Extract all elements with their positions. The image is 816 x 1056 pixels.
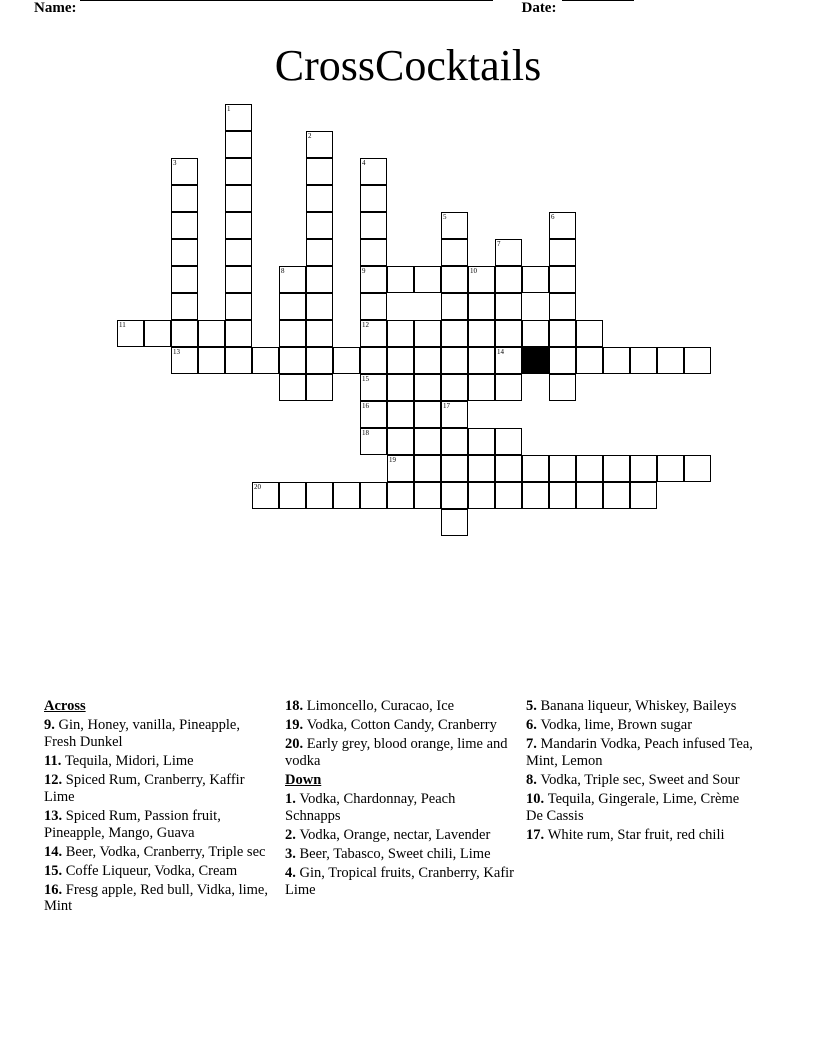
grid-cell-numbered-18[interactable] [360, 428, 387, 455]
clue-item [44, 753, 273, 770]
grid-cell-number: 7 [497, 240, 501, 248]
clue-item [285, 846, 514, 863]
grid-cell[interactable] [306, 212, 333, 239]
grid-cell[interactable] [306, 239, 333, 266]
grid-cell[interactable] [441, 455, 468, 482]
grid-cell[interactable] [225, 320, 252, 347]
grid-cell-numbered-11[interactable] [117, 320, 144, 347]
grid-cell[interactable] [306, 185, 333, 212]
clue-number: 8. [526, 771, 541, 788]
clue-text: Beer, Vodka, Cranberry, Triple sec [65, 843, 266, 860]
grid-cell-numbered-12[interactable] [360, 320, 387, 347]
grid-cell-number: 17 [443, 402, 450, 410]
grid-cell[interactable] [279, 320, 306, 347]
clue-number: 18. [285, 698, 307, 714]
grid-cell[interactable] [603, 482, 630, 509]
grid-cell[interactable] [387, 428, 414, 455]
grid-cell[interactable] [441, 239, 468, 266]
grid-cell-numbered-6[interactable] [549, 212, 576, 239]
grid-cell[interactable] [387, 401, 414, 428]
clue-item [44, 772, 273, 806]
grid-cell[interactable] [657, 455, 684, 482]
grid-cell-number: 5 [443, 213, 447, 221]
clue-text: Spiced Rum, Passion fruit, Pineapple, Mango, Guava [44, 807, 221, 841]
grid-cell[interactable] [468, 347, 495, 374]
grid-cell-numbered-5[interactable] [441, 212, 468, 239]
grid-cell[interactable] [441, 347, 468, 374]
clue-column-2 [285, 698, 526, 978]
clue-text: White rum, Star fruit, red chili [547, 826, 725, 843]
clue-item [44, 844, 273, 861]
clue-number: 7. [526, 735, 541, 752]
clue-text: Vodka, lime, Brown sugar [540, 716, 693, 733]
grid-cell-number: 4 [362, 159, 366, 167]
grid-cell-number: 19 [389, 456, 396, 464]
grid-cell[interactable] [468, 428, 495, 455]
clue-text: Spiced Rum, Cranberry, Kaffir Lime [44, 771, 245, 805]
grid-cell[interactable] [630, 482, 657, 509]
grid-cell[interactable] [468, 482, 495, 509]
clue-text: Vodka, Orange, nectar, Lavender [299, 826, 491, 843]
grid-cell-number: 6 [551, 213, 555, 221]
grid-cell-numbered-20[interactable] [252, 482, 279, 509]
clue-text: Gin, Honey, vanilla, Pineapple, Fresh Dunkel [44, 716, 240, 750]
grid-cell-numbered-8[interactable] [279, 266, 306, 293]
grid-cell[interactable] [441, 266, 468, 293]
grid-cell[interactable] [576, 320, 603, 347]
grid-cell-numbered-4[interactable] [360, 158, 387, 185]
grid-cell[interactable] [387, 482, 414, 509]
grid-cell[interactable] [360, 185, 387, 212]
name-label: Name: [34, 0, 77, 16]
clue-number: 14. [44, 843, 66, 860]
clue-item [526, 791, 755, 825]
grid-cell[interactable] [414, 482, 441, 509]
grid-cell[interactable] [522, 266, 549, 293]
grid-cell-number: 20 [254, 483, 261, 491]
grid-cell[interactable] [306, 374, 333, 401]
grid-cell[interactable] [306, 266, 333, 293]
grid-cell[interactable] [225, 158, 252, 185]
clue-text: Early grey, blood orange, lime and vodka [285, 735, 508, 769]
clue-text: Vodka, Triple sec, Sweet and Sour [540, 771, 740, 788]
grid-cell[interactable] [360, 293, 387, 320]
clue-item [44, 863, 273, 880]
grid-cell[interactable] [441, 482, 468, 509]
clue-number: 10. [526, 790, 548, 807]
clue-number: 1. [285, 790, 300, 807]
grid-cell[interactable] [414, 428, 441, 455]
clue-number: 12. [44, 771, 66, 788]
clue-item [526, 772, 755, 789]
crossword-grid[interactable] [0, 104, 816, 664]
grid-cell[interactable] [441, 374, 468, 401]
clue-number: 15. [44, 862, 66, 879]
grid-cell-number: 18 [362, 429, 369, 437]
clue-text: Vodka, Chardonnay, Peach Schnapps [285, 790, 456, 824]
grid-cell[interactable] [225, 131, 252, 158]
grid-cell[interactable] [414, 266, 441, 293]
grid-cell[interactable] [333, 482, 360, 509]
clue-text: Coffe Liqueur, Vodka, Cream [65, 862, 238, 879]
clue-number: 6. [526, 716, 541, 733]
clue-item [526, 736, 755, 770]
clue-text: Limoncello, Curacao, Ice [306, 698, 455, 714]
grid-cell-number: 11 [119, 321, 126, 329]
grid-cell[interactable] [684, 455, 711, 482]
grid-cell[interactable] [603, 347, 630, 374]
grid-cell[interactable] [225, 347, 252, 374]
grid-cell[interactable] [171, 266, 198, 293]
grid-cell[interactable] [252, 347, 279, 374]
clue-number: 2. [285, 826, 300, 843]
grid-cell-number: 2 [308, 132, 312, 140]
grid-cell-numbered-10[interactable] [468, 266, 495, 293]
grid-cell-number: 1 [227, 105, 231, 113]
grid-cell[interactable] [684, 347, 711, 374]
clue-number: 19. [285, 716, 307, 733]
grid-cell[interactable] [549, 455, 576, 482]
clue-column-1 [44, 698, 285, 978]
date-label: Date: [521, 0, 557, 16]
grid-cell-numbered-2[interactable] [306, 131, 333, 158]
grid-cell[interactable] [144, 320, 171, 347]
date-write-line[interactable] [562, 0, 634, 1]
grid-cell[interactable] [333, 347, 360, 374]
grid-cell[interactable] [576, 347, 603, 374]
grid-cell[interactable] [441, 320, 468, 347]
grid-cell[interactable] [279, 374, 306, 401]
grid-cell[interactable] [387, 374, 414, 401]
grid-cell[interactable] [306, 347, 333, 374]
grid-cell[interactable] [630, 347, 657, 374]
grid-cell[interactable] [198, 320, 225, 347]
grid-cell[interactable] [549, 482, 576, 509]
clue-number: 5. [526, 698, 541, 714]
grid-cell[interactable] [279, 293, 306, 320]
grid-cell-numbered-13[interactable] [171, 347, 198, 374]
down-heading: Down [285, 771, 322, 788]
grid-cell[interactable] [549, 239, 576, 266]
grid-cell-number: 13 [173, 348, 180, 356]
across-heading: Across [44, 698, 86, 714]
grid-cell[interactable] [441, 509, 468, 536]
grid-cell[interactable] [549, 347, 576, 374]
clue-item [285, 827, 514, 844]
clue-text: Tequila, Gingerale, Lime, Crème De Cassis [526, 790, 740, 824]
grid-cell[interactable] [225, 185, 252, 212]
clue-item [285, 698, 514, 715]
grid-cell[interactable] [522, 482, 549, 509]
grid-cell[interactable] [306, 482, 333, 509]
grid-cell[interactable] [522, 320, 549, 347]
grid-cell-number: 3 [173, 159, 177, 167]
grid-cell-numbered-17[interactable] [441, 401, 468, 428]
grid-cell[interactable] [495, 455, 522, 482]
grid-cell[interactable] [414, 374, 441, 401]
grid-cell-number: 10 [470, 267, 477, 275]
grid-cell[interactable] [495, 374, 522, 401]
grid-cell[interactable] [414, 320, 441, 347]
grid-cell[interactable] [414, 401, 441, 428]
grid-cell[interactable] [549, 374, 576, 401]
clue-item [44, 717, 273, 751]
grid-cell-number: 8 [281, 267, 285, 275]
clue-item [285, 717, 514, 734]
grid-cell-numbered-3[interactable] [171, 158, 198, 185]
grid-cell[interactable] [495, 482, 522, 509]
grid-cell[interactable] [495, 428, 522, 455]
grid-cell[interactable] [657, 347, 684, 374]
clue-text: Beer, Tabasco, Sweet chili, Lime [299, 845, 491, 862]
name-write-line[interactable] [80, 0, 493, 1]
clue-number: 13. [44, 807, 66, 824]
grid-cell[interactable] [171, 320, 198, 347]
grid-cell[interactable] [387, 320, 414, 347]
clue-number: 3. [285, 845, 300, 862]
grid-cell[interactable] [630, 455, 657, 482]
grid-cell[interactable] [549, 320, 576, 347]
grid-cell[interactable] [171, 293, 198, 320]
grid-cell[interactable] [387, 266, 414, 293]
grid-cell[interactable] [441, 428, 468, 455]
grid-cell[interactable] [279, 482, 306, 509]
clue-item [526, 698, 755, 715]
grid-cell[interactable] [495, 320, 522, 347]
grid-cell[interactable] [387, 347, 414, 374]
clue-text: Tequila, Midori, Lime [64, 752, 194, 769]
grid-cell[interactable] [576, 482, 603, 509]
clue-text: Mandarin Vodka, Peach infused Tea, Mint, Lemon [526, 735, 753, 769]
grid-cell[interactable] [468, 320, 495, 347]
clue-text: Gin, Tropical fruits, Cranberry, Kafir Lime [285, 864, 515, 898]
grid-cell[interactable] [603, 455, 630, 482]
grid-cell[interactable] [225, 239, 252, 266]
clue-number: 4. [285, 864, 300, 881]
grid-cell-numbered-7[interactable] [495, 239, 522, 266]
grid-cell[interactable] [576, 455, 603, 482]
grid-cell[interactable] [441, 293, 468, 320]
grid-cell[interactable] [360, 212, 387, 239]
clue-number: 16. [44, 881, 66, 898]
grid-cell[interactable] [495, 293, 522, 320]
grid-cell[interactable] [171, 185, 198, 212]
grid-cell[interactable] [171, 212, 198, 239]
grid-cell-number: 12 [362, 321, 369, 329]
grid-cell-numbered-15[interactable] [360, 374, 387, 401]
clue-item [285, 865, 514, 899]
grid-cell[interactable] [549, 266, 576, 293]
clues-section [44, 698, 768, 978]
grid-cell-number: 9 [362, 267, 366, 275]
clue-number: 17. [526, 826, 548, 843]
grid-cell[interactable] [360, 239, 387, 266]
grid-cell[interactable] [549, 293, 576, 320]
grid-cell[interactable] [468, 293, 495, 320]
grid-cell[interactable] [198, 347, 225, 374]
clue-item [44, 808, 273, 842]
name-date-header [34, 0, 782, 26]
grid-cell[interactable] [468, 455, 495, 482]
grid-cell[interactable] [414, 455, 441, 482]
clue-number: 20. [285, 735, 307, 752]
grid-cell[interactable] [414, 347, 441, 374]
clue-text: Banana liqueur, Whiskey, Baileys [540, 698, 737, 714]
clue-item [526, 717, 755, 734]
page-title: CrossCocktails [274, 41, 542, 90]
grid-cell-numbered-19[interactable] [387, 455, 414, 482]
grid-cell[interactable] [360, 347, 387, 374]
grid-cell[interactable] [225, 212, 252, 239]
grid-cell[interactable] [495, 266, 522, 293]
clue-item [285, 736, 514, 770]
clue-item [526, 827, 755, 844]
grid-cell-number: 16 [362, 402, 369, 410]
grid-cell-numbered-14[interactable] [495, 347, 522, 374]
grid-cell[interactable] [225, 293, 252, 320]
grid-cell-blocked [522, 347, 549, 374]
grid-cell[interactable] [360, 482, 387, 509]
clue-text: Vodka, Cotton Candy, Cranberry [306, 716, 497, 733]
grid-cell[interactable] [306, 158, 333, 185]
clue-item [285, 791, 514, 825]
grid-cell-numbered-9[interactable] [360, 266, 387, 293]
grid-cell[interactable] [306, 293, 333, 320]
clue-item [44, 882, 273, 916]
grid-cell[interactable] [225, 266, 252, 293]
clue-number: 9. [44, 716, 59, 733]
grid-cell[interactable] [468, 374, 495, 401]
clue-number: 11. [44, 752, 65, 769]
grid-cell-numbered-1[interactable] [225, 104, 252, 131]
grid-cell[interactable] [279, 347, 306, 374]
grid-cell[interactable] [306, 320, 333, 347]
grid-cell-number: 14 [497, 348, 504, 356]
clue-column-3 [526, 698, 767, 978]
grid-cell[interactable] [171, 239, 198, 266]
grid-cell[interactable] [522, 455, 549, 482]
grid-cell-number: 15 [362, 375, 369, 383]
grid-cell-numbered-16[interactable] [360, 401, 387, 428]
clue-text: Fresg apple, Red bull, Vidka, lime, Mint [44, 881, 268, 915]
